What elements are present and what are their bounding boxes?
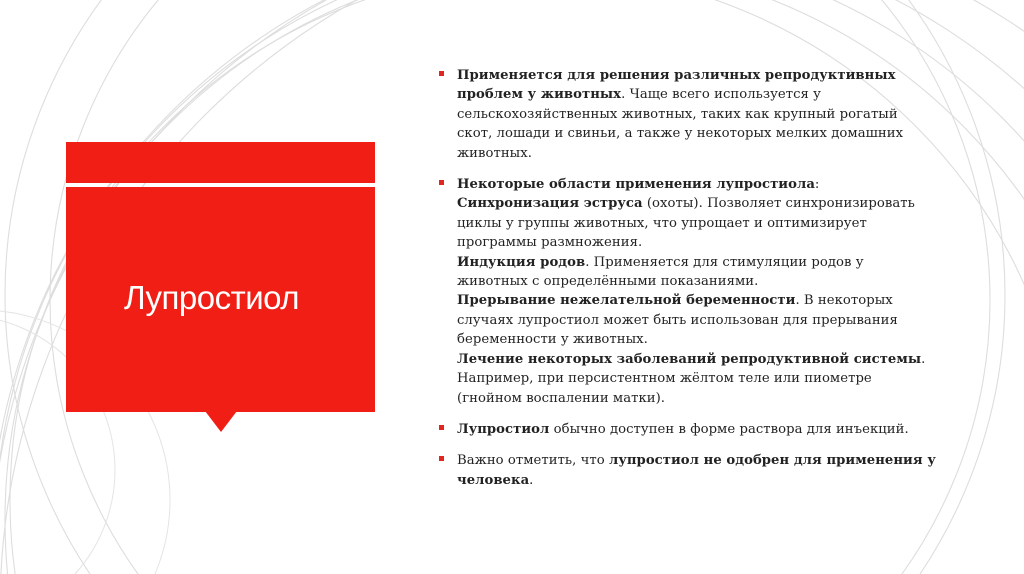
bullet-item — [438, 451, 958, 490]
bullet-line — [457, 471, 958, 490]
body-text: животных с определёнными показаниями. — [457, 274, 759, 290]
bullet-item — [438, 420, 958, 439]
body-text: (охоты). Позволяет синхронизировать — [642, 196, 915, 212]
bullet-line — [457, 253, 958, 272]
bullet-line — [457, 291, 958, 310]
bold-text: Синхронизация эструса — [457, 196, 643, 212]
bullet-line — [457, 420, 958, 439]
bullet-line — [457, 144, 958, 163]
body-text: программы размножения. — [457, 235, 643, 251]
bullet-line — [457, 175, 958, 194]
bold-text: человека — [457, 472, 530, 488]
bullet-square-icon — [439, 456, 444, 461]
bullet-line — [457, 350, 958, 369]
body-text: беременности у животных. — [457, 332, 648, 348]
bold-text: проблем у животных — [457, 87, 622, 103]
bold-text: Прерывание нежелательной беременности — [457, 293, 796, 309]
bold-text: Лупростиол — [457, 421, 550, 437]
bullet-line — [457, 233, 958, 252]
bullet-square-icon — [439, 425, 444, 430]
bullet-line — [457, 451, 958, 470]
body-text: . — [529, 472, 534, 488]
body-text: . — [921, 351, 926, 367]
bullet-item — [438, 66, 958, 163]
bullet-line — [457, 105, 958, 124]
body-text: (гнойном воспалении матки). — [457, 390, 666, 406]
bullet-line — [457, 389, 958, 408]
bold-text: лупростиол не одобрен для применения у — [609, 453, 936, 469]
body-text: : — [814, 177, 820, 193]
body-text: животных. — [457, 145, 532, 161]
body-text: циклы у группы животных, что упрощает и оптимизирует — [457, 215, 867, 231]
bullet-line — [457, 194, 958, 213]
body-text: . Чаще всего используется у — [621, 87, 821, 103]
bullet-line — [457, 85, 958, 104]
bullet-square-icon — [439, 180, 444, 185]
bullet-line — [457, 66, 958, 85]
bullet-line — [457, 272, 958, 291]
body-text: случаях лупростиол может быть использован для прерывания — [457, 312, 898, 328]
bullet-line — [457, 124, 958, 143]
bold-text: Лечение некоторых заболеваний репродуктивной системы — [457, 351, 922, 367]
body-text: обычно доступен в форме раствора для инъекций. — [549, 421, 909, 437]
body-text: сельскохозяйственных животных, таких как крупный рогатый — [457, 106, 898, 122]
body-text: скот, лошади и свиньи, а также у некоторых мелких домашних — [457, 126, 904, 142]
body-text: . Применяется для стимуляции родов у — [585, 254, 864, 270]
title-pointer — [205, 411, 237, 432]
bold-text: Некоторые области применения лупростиола — [457, 177, 815, 193]
bullet-item — [438, 175, 958, 408]
bold-text: Индукция родов — [457, 254, 586, 270]
bullet-list — [438, 66, 958, 502]
bullet-line — [457, 330, 958, 349]
bullet-square-icon — [439, 71, 444, 76]
slide-title: Лупростиол — [124, 279, 300, 316]
bullet-line — [457, 311, 958, 330]
body-text: Важно отметить, что — [457, 453, 609, 469]
bold-text: Применяется для решения различных репродуктивных — [457, 68, 896, 83]
title-accent-band — [66, 142, 375, 183]
body-text: Например, при персистентном жёлтом теле или пиометре — [457, 371, 872, 387]
body-text: . В некоторых — [795, 293, 893, 309]
bullet-line — [457, 214, 958, 233]
bullet-line — [457, 369, 958, 388]
